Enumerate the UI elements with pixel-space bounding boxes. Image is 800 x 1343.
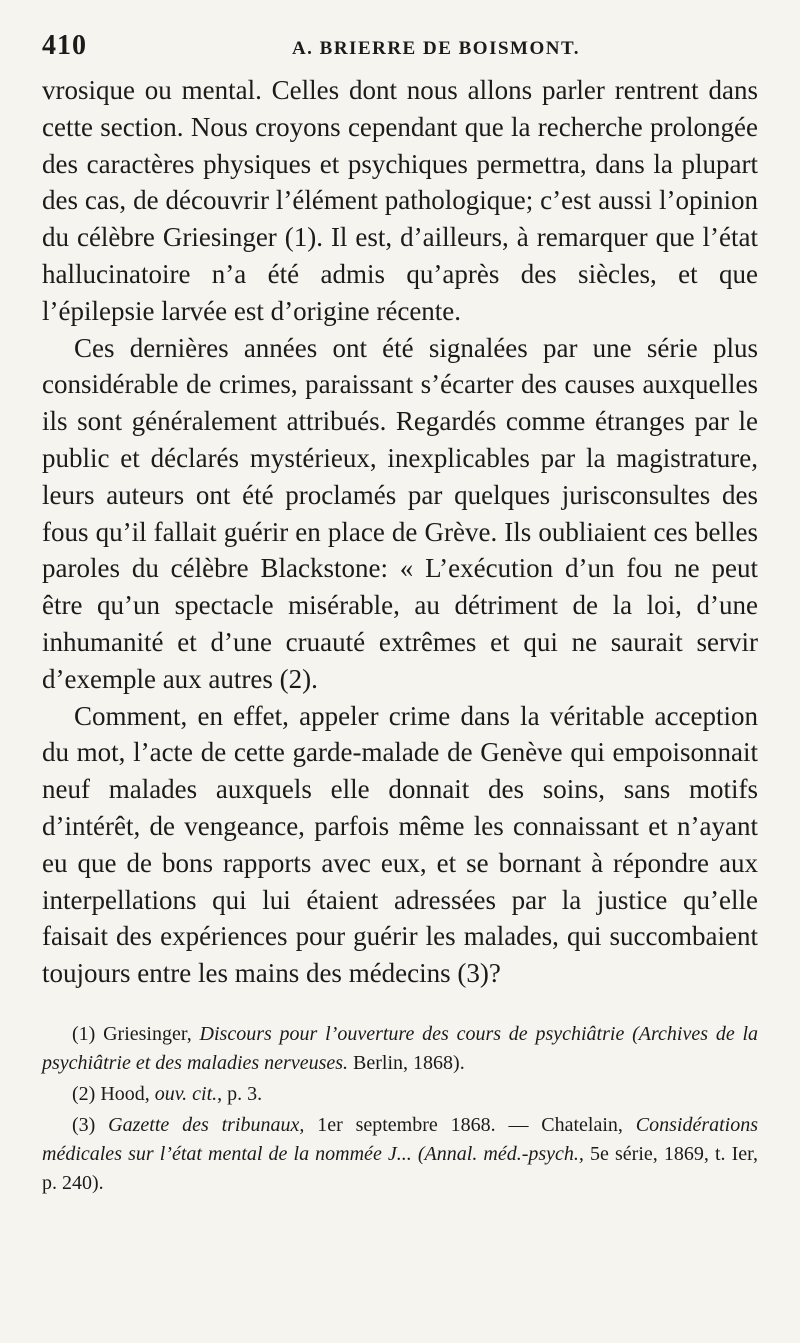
paragraph-1: vrosique ou mental. Celles dont nous allons parler rentrent dans cette section. Nous croyons cependant que la recherche prolongée des caractères physiques et psychiques permettra, dans la plupart des cas, de découvrir l’élément pathologique; c’est aussi l’opinion du célèbre Griesinger (1). Il est, d’ailleurs, à remarquer que l’état hallucinatoire n’a été admis qu’après des siècles, et que l’épilepsie larvée est d’origine récente. [42, 75, 758, 326]
body-text [42, 72, 758, 992]
footnote-2-marker: (2) Hood, [72, 1082, 150, 1105]
footnote-2-tail: , p. 3. [217, 1082, 263, 1105]
footnote-3-title: Considérations médicales sur l’état mental de la nommée J... [42, 1113, 759, 1165]
paragraph-2: Ces dernières années ont été signalées par une série plus considérable de crimes, paraissant s’écarter des causes auxquelles ils sont généralement attribués. Regardés comme étranges par le public et déclarés mystérieux, inexplicables par la magistrature, leurs auteurs ont été proclamés par quelques jurisconsultes des fous qu’il fallait guérir en place de Grève. Ils oubliaient ces belles paroles du célèbre Blackstone: « L’exécution d’un fou ne peut être qu’un spectacle misérable, au détriment de la loi, d’une inhumanité et d’une cruauté extrêmes et qui ne saurait servir d’exemple aux autres (2). [42, 332, 758, 694]
paragraph-3: Comment, en effet, appeler crime dans la véritable acception du mot, l’acte de cette garde-malade de Genève qui empoisonnait neuf malades auxquels elle donnait des soins, sans motifs d’intérêt, de vengeance, parfois même les connaissant et n’ayant eu que de bons rapports avec eux, et se bornant à répondre aux interpellations qui lui étaient adressées par la justice qu’elle faisait des expériences pour guérir les malades, qui succombaient toujours entre les mains des médecins (3)? [42, 700, 758, 989]
footnote-2-title: ouv. cit. [154, 1082, 218, 1105]
footnote-1-marker: (1) Griesinger, [72, 1022, 192, 1045]
footnote-1-title: Discours pour l’ouverture des cours de psychiâtrie [199, 1022, 625, 1045]
footnote-3-marker: (3) [72, 1113, 96, 1136]
footnote-3-date: 1er septembre 1868. — Chatelain, [317, 1113, 623, 1136]
running-head [42, 30, 758, 70]
footnote-2 [42, 1080, 758, 1109]
footnote-3 [42, 1111, 758, 1198]
footnote-1 [42, 1020, 758, 1078]
running-title: A. BRIERRE DE BOISMONT. [291, 38, 580, 59]
footnotes [42, 1020, 758, 1198]
page-number: 410 [42, 30, 87, 61]
footnote-1-tail: Berlin, 1868). [353, 1051, 465, 1074]
footnote-3-source: (Annal. méd.-psych., [417, 1142, 584, 1165]
footnote-3-tail: 5e série, 1869, t. Ier, p. 240). [42, 1142, 758, 1194]
footnote-1-source: (Archives de la psychiâtrie et des maladies nerveuses. [42, 1022, 759, 1074]
footnote-3-journal: Gazette des tribunaux, [108, 1113, 305, 1136]
